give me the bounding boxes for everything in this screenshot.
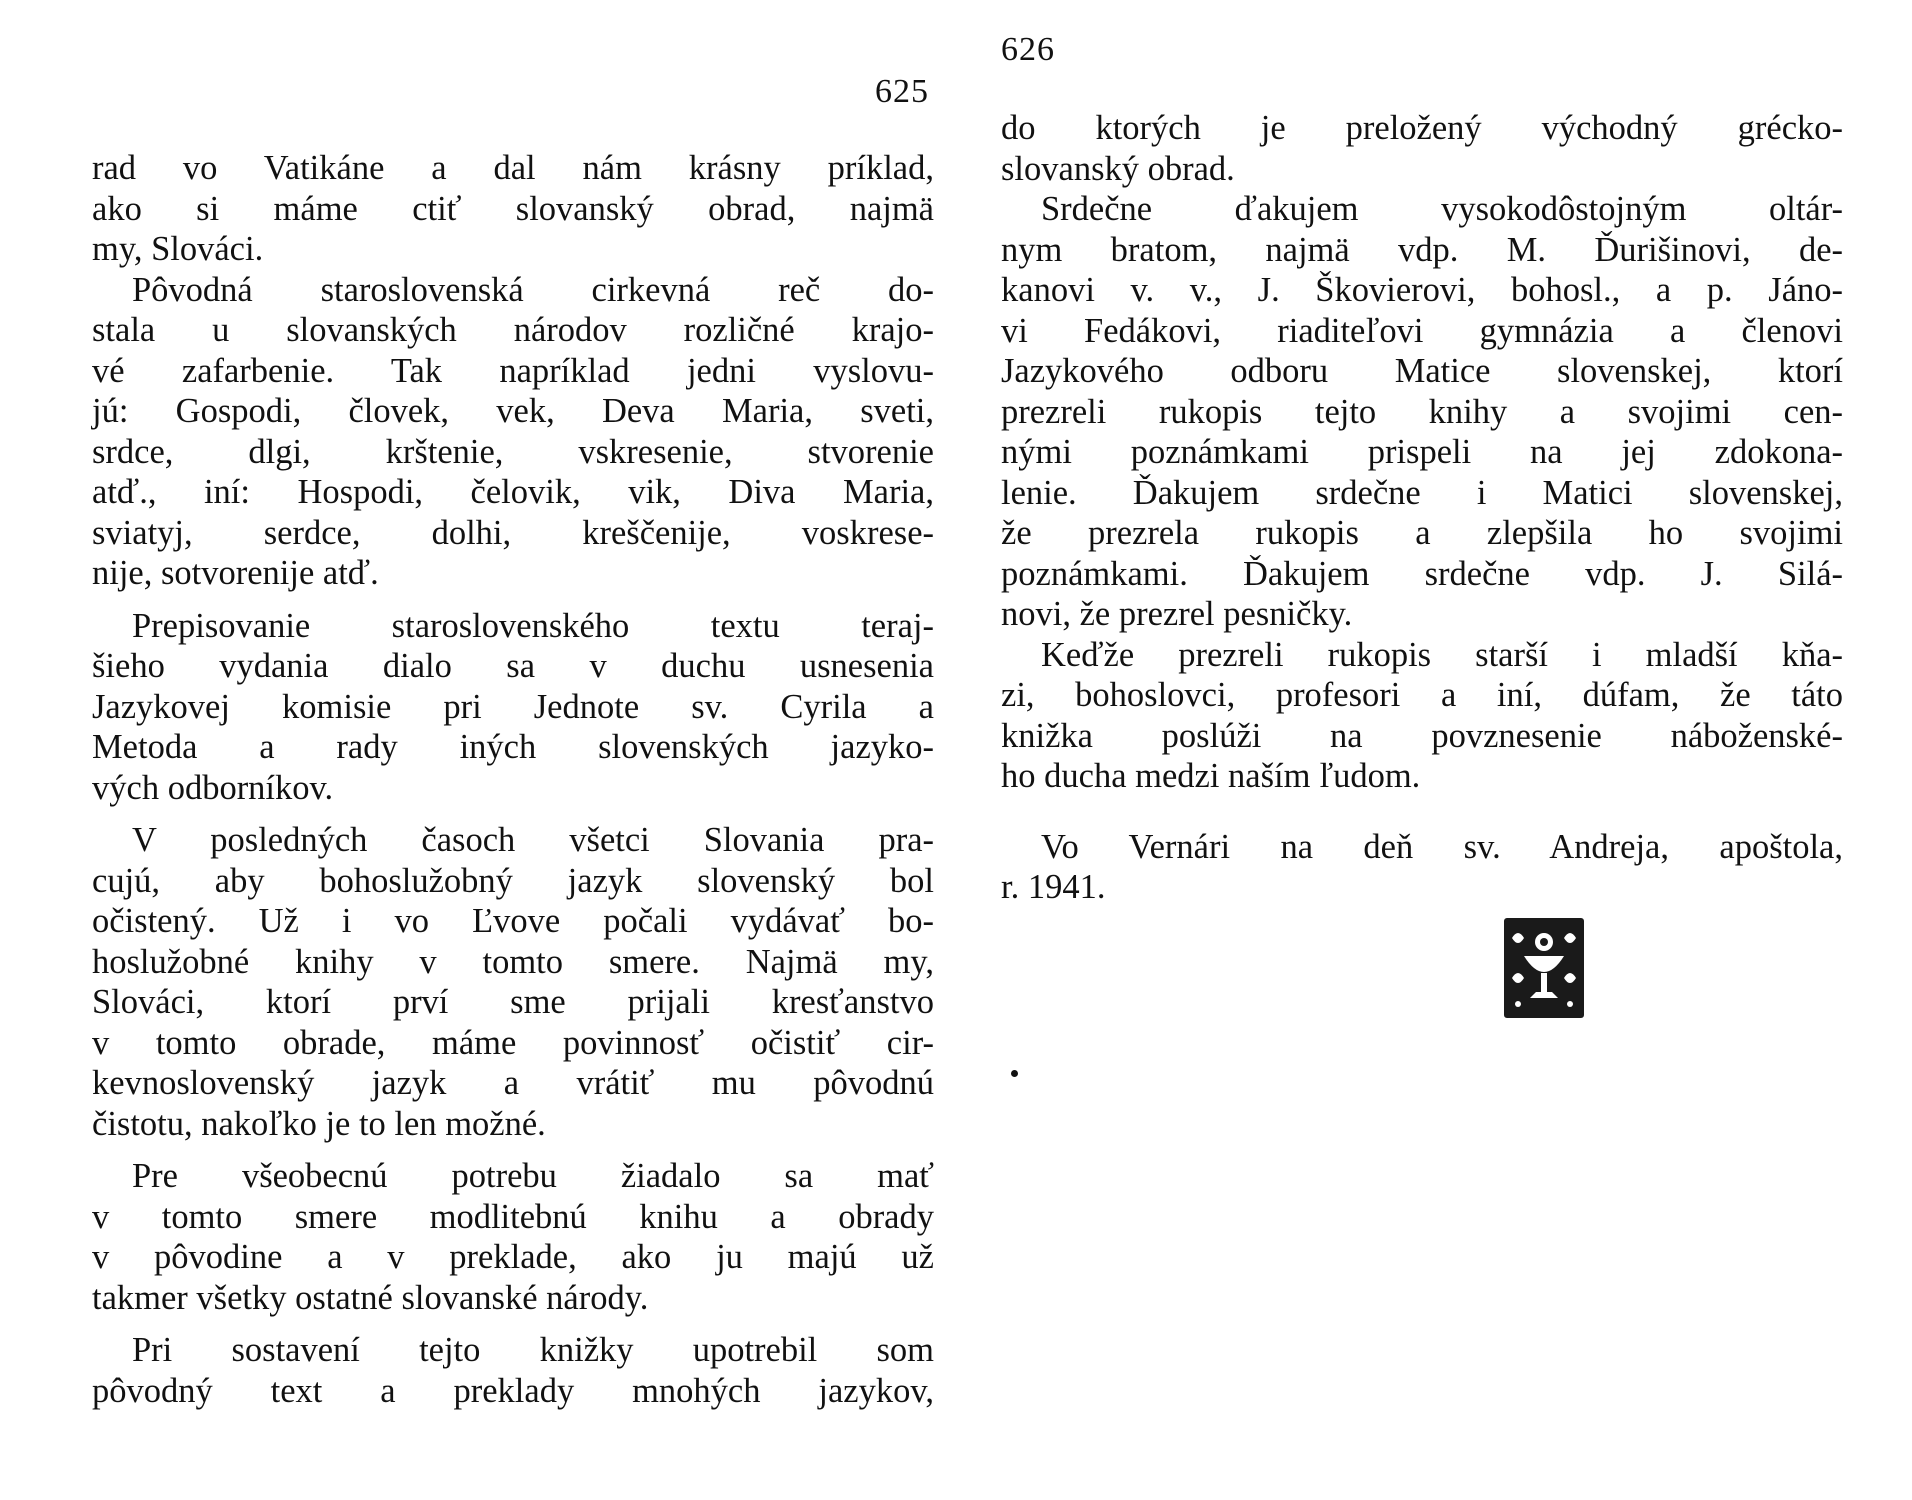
text-line: v tomto smere modlitebnú knihu a obrady [92, 1197, 934, 1236]
text-line: atď., iní: Hospodi, čelovik, vik, Diva Maria, [92, 473, 934, 511]
text-line: šieho vydania dialo sa v duchu usnesenia [92, 647, 934, 685]
text-line: Srdečne ďakujem vysokodôstojným oltár- [1041, 190, 1843, 228]
text-line: nými poznámkami prispeli na jej zdokona- [1001, 433, 1843, 471]
left-text-column [92, 148, 934, 1411]
text-line: zi, bohoslovci, profesori a iní, dúfam, že táto [1001, 676, 1843, 714]
text-line: Pre všeobecnú potrebu žiadalo sa mať [132, 1157, 934, 1195]
text-line: my, Slováci. [92, 230, 264, 268]
text-line: takmer všetky ostatné slovanské národy. [92, 1278, 649, 1317]
text-line: Jazykového odboru Matice slovenskej, ktorí [1001, 352, 1843, 390]
text-line: srdce, dlgi, krštenie, vskresenie, stvorenie [92, 432, 934, 471]
text-line: ho ducha medzi naším ľudom. [1001, 757, 1421, 795]
text-line: hoslužobné knihy v tomto smere. Najmä my, [92, 942, 934, 981]
text-line: Keďže prezreli rukopis starší i mladší kňa- [1041, 635, 1843, 674]
text-line: nije, sotvorenije atď. [92, 554, 379, 592]
text-line: sviatyj, serdce, dolhi, kreščenije, voskrese- [92, 513, 934, 552]
text-line: vé zafarbenie. Tak napríklad jedni vyslovu- [92, 351, 934, 390]
right-text-column [1001, 108, 1843, 908]
text-line: jú: Gospodi, človek, vek, Deva Maria, sveti, [92, 392, 934, 430]
text-line: ako si máme ctiť slovanský obrad, najmä [92, 189, 934, 228]
text-line: stala u slovanských národov rozličné krajo- [92, 311, 934, 349]
text-line: v pôvodine a v preklade, ako ju majú už [92, 1238, 934, 1276]
text-line: r. 1941. [1001, 868, 1106, 906]
text-line: Pôvodná staroslovenská cirkevná reč do- [132, 270, 934, 309]
text-line: do ktorých je preložený východný grécko- [1001, 109, 1843, 147]
text-line: Vo Vernári na deň sv. Andreja, apoštola, [1041, 827, 1843, 866]
text-line: vých odborníkov. [92, 768, 334, 807]
chalice-ornament-icon [1504, 918, 1584, 1018]
right-page [956, 0, 1912, 1500]
text-line: poznámkami. Ďakujem srdečne vdp. J. Silá- [1001, 554, 1843, 593]
page-number-right: 626 [1001, 31, 1055, 68]
text-line: prezreli rukopis tejto knihy a svojimi cen- [1001, 392, 1843, 431]
text-line: že prezrela rukopis a zlepšila ho svojimi [1001, 514, 1843, 552]
text-line: Prepisovanie staroslovenského textu teraj- [132, 606, 934, 645]
page-number-left: 625 [875, 73, 929, 110]
text-line: V posledných časoch všetci Slovania pra- [132, 821, 934, 859]
text-line: vi Fedákovi, riaditeľovi gymnázia a členovi [1001, 311, 1843, 350]
text-line: slovanský obrad. [1001, 149, 1235, 188]
text-line: rad vo Vatikáne a dal nám krásny príklad, [92, 149, 934, 187]
text-line: Slováci, ktorí prví sme prijali kresťanstvo [92, 983, 934, 1021]
text-line: knižka poslúži na povznesenie náboženské- [1001, 716, 1843, 755]
text-line: nym bratom, najmä vdp. M. Ďurišinovi, de- [1001, 230, 1843, 269]
text-line: čistotu, nakoľko je to len možné. [92, 1104, 546, 1143]
text-line: v tomto obrade, máme povinnosť očistiť cir- [92, 1023, 934, 1062]
text-line: pôvodný text a preklady mnohých jazykov, [92, 1371, 934, 1410]
stray-dot [1011, 1070, 1018, 1077]
text-line: Pri sostavení tejto knižky upotrebil som [132, 1331, 934, 1369]
text-line: novi, že prezrel pesničky. [1001, 595, 1353, 633]
text-line: lenie. Ďakujem srdečne i Matici slovenskej, [1001, 473, 1843, 512]
text-line: očistený. Už i vo Ľvove počali vydávať bo- [92, 902, 934, 940]
text-line: kevnoslovenský jazyk a vrátiť mu pôvodnú [92, 1064, 934, 1102]
text-line: cujú, aby bohoslužobný jazyk slovenský bol [92, 861, 934, 900]
text-line: kanovi v. v., J. Škovierovi, bohosl., a p. Jáno- [1001, 271, 1843, 309]
text-line: Jazykovej komisie pri Jednote sv. Cyrila a [92, 687, 934, 726]
text-line: Metoda a rady iných slovenských jazyko- [92, 728, 934, 766]
